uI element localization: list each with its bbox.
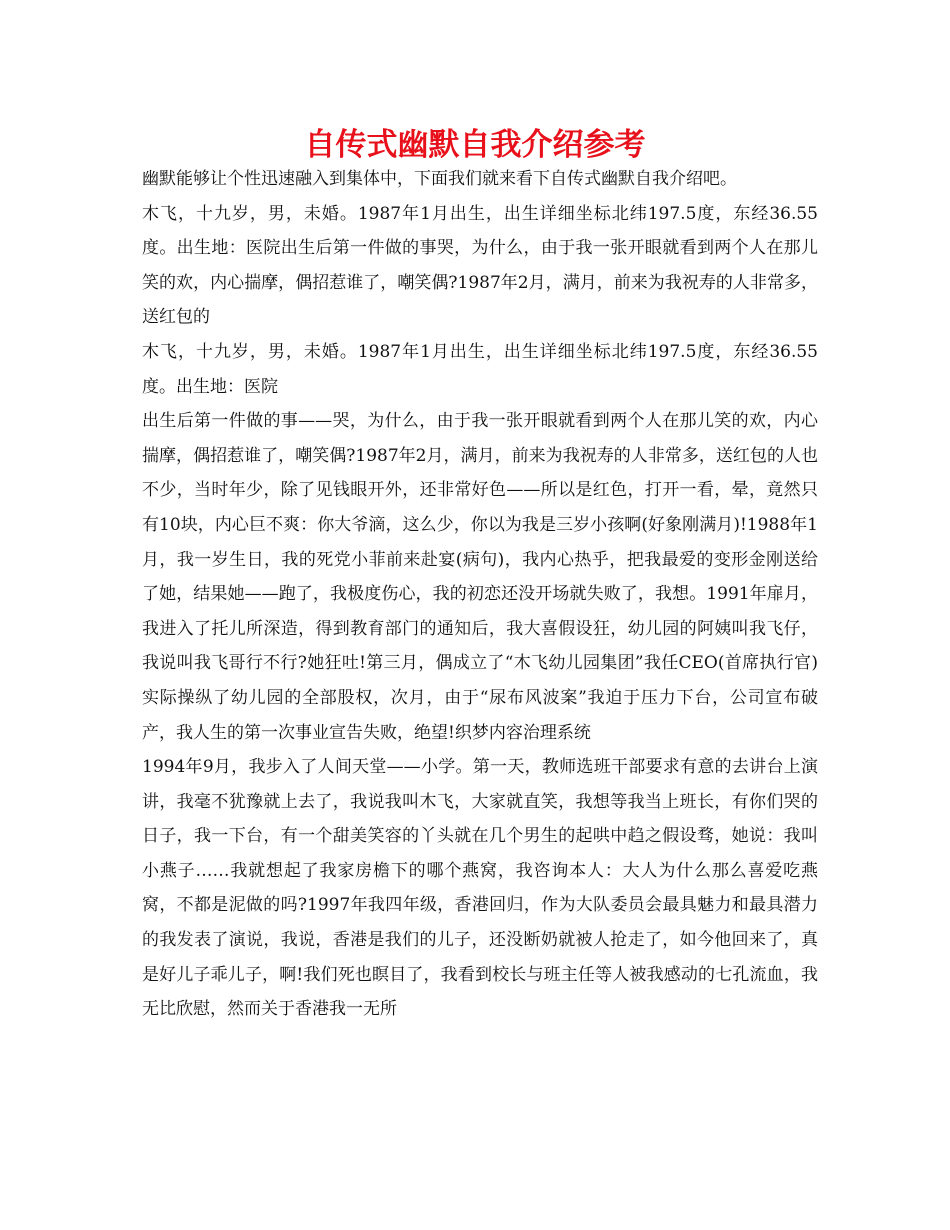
- document-title: 自传式幽默自我介绍参考: [304, 127, 646, 163]
- paragraph-intro: 幽默能够让个性迅速融入到集体中，下面我们就来看下自传式幽默自我介绍吧。: [142, 169, 737, 189]
- document-body: [142, 162, 818, 1027]
- paragraph-infancy: 出生后第一件做的事——哭，为什么，由于我一张开眼就看到两个人在那儿笑的欢，内心揣摩，偶招惹谁了，嘲笑偶?1987年2月，满月，前来为我祝寿的人非常多，送红包的人也不少，当时年少，除了见钱眼开外，还非常好色——所以是红色，打开一看，晕，竟然只有10块，内心巨不爽：你大爷滴，这么少，你以为我是三岁小孩啊(好象刚满月)!1988年1月，我一岁生日，我的死党小菲前来赴宴(病句)，我内心热乎，把我最爱的变形金刚送给了她，结果她——跑了，我极度伤心，我的初恋还没开场就失败了，我想。1991年扉月，我进入了托儿所深造，得到教育部门的通知后，我大喜假设狂，幼儿园的阿姨叫我飞仔，我说叫我飞哥行不行?她狂吐!第三月，偶成立了“木飞幼儿园集团”我任CEO(首席执行官)实际操纵了幼儿园的全部股权，次月，由于“尿布风波案”我迫于压力下台，公司宣布破产，我人生的第一次事业宣告失败，绝望!织梦内容治理系统: [142, 411, 818, 743]
- paragraph-birth-details: 木飞，十九岁，男，未婚。1987年1月出生，出生详细坐标北纬197.5度，东经36.55度。出生地：医院: [142, 341, 818, 397]
- paragraph-birth-summary: 木飞，十九岁，男，未婚。1987年1月出生，出生详细坐标北纬197.5度，东经36.55度。出生地：医院出生后第一件做的事哭，为什么，由于我一张开眼就看到两个人在那儿笑的欢，内心揣摩，偶招惹谁了，嘲笑偶?1987年2月，满月，前来为我祝寿的人非常多，送红包的: [142, 203, 818, 328]
- paragraph-primary-school: 1994年9月，我步入了人间天堂——小学。第一天，教师选班干部要求有意的去讲台上演讲，我毫不犹豫就上去了，我说我叫木飞，大家就直笑，我想等我当上班长，有你们哭的日子，我一下台，有一个甜美笑容的丫头就在几个男生的起哄中趋之假设骛，她说：我叫小燕子……我就想起了我家房檐下的哪个燕窝，我咨询本人：大人为什么那么喜爱吃燕窝，不都是泥做的吗?1997年我四年级，香港回归，作为大队委员会最具魅力和最具潜力的我发表了演说，我说，香港是我们的儿子，还没断奶就被人抢走了，如今他回来了，真是好儿子乖儿子，啊!我们死也瞑目了，我看到校长与班主任等人被我感动的七孔流血，我无比欣慰，然而关于香港我一无所: [142, 757, 818, 1020]
